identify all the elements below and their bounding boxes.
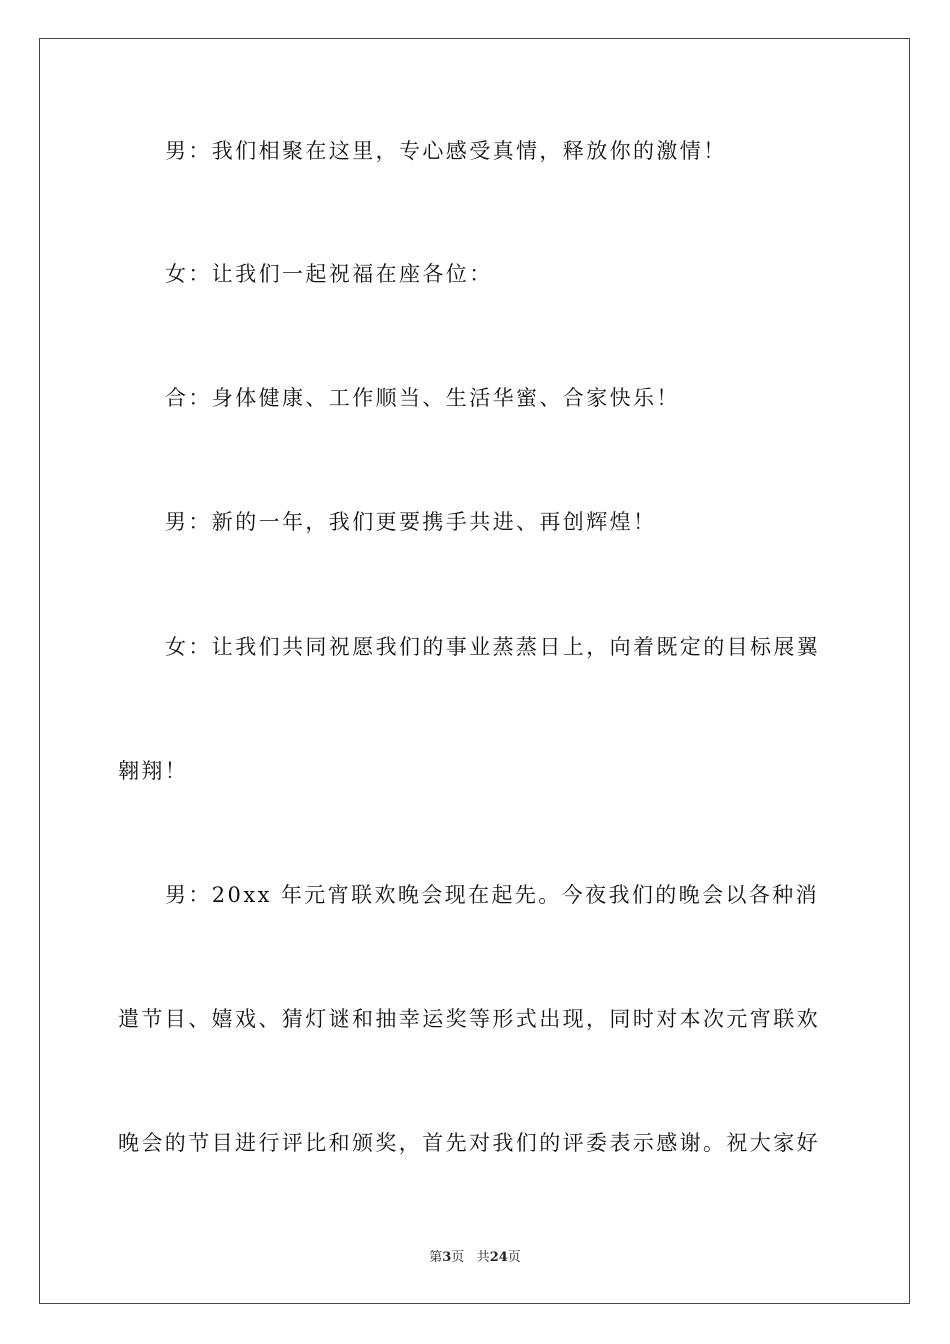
paragraph-line: 合：身体健康、工作顺当、生活华蜜、合家快乐！ [165,386,680,410]
paragraph-line: 女：让我们共同祝愿我们的事业蒸蒸日上，向着既定的目标展翼 [165,635,821,659]
footer-total-pages: 24 [489,1250,508,1265]
footer-total-suffix: 页 [507,1250,521,1265]
footer-page-suffix: 页 [451,1250,465,1265]
paragraph-line: 翱翔！ [118,759,189,783]
page-footer [0,1246,950,1265]
paragraph-line: 女：让我们一起祝福在座各位： [165,262,493,286]
footer-total-prefix: 共 [476,1250,490,1265]
paragraph-line: 男：20xx 年元宵联欢晚会现在起先。今夜我们的晚会以各种消 [165,883,820,907]
paragraph-line: 男：我们相聚在这里，专心感受真情，释放你的激情！ [165,139,727,163]
paragraph-line: 男：新的一年，我们更要携手共进、再创辉煌！ [165,510,657,534]
page-border [39,38,910,1304]
footer-page-number: 3 [442,1250,452,1265]
paragraph-line: 晚会的节目进行评比和颁奖，首先对我们的评委表示感谢。祝大家好 [118,1131,820,1155]
footer-page-prefix: 第 [429,1250,443,1265]
paragraph-line: 遣节目、嬉戏、猜灯谜和抽幸运奖等形式出现，同时对本次元宵联欢 [118,1007,820,1031]
